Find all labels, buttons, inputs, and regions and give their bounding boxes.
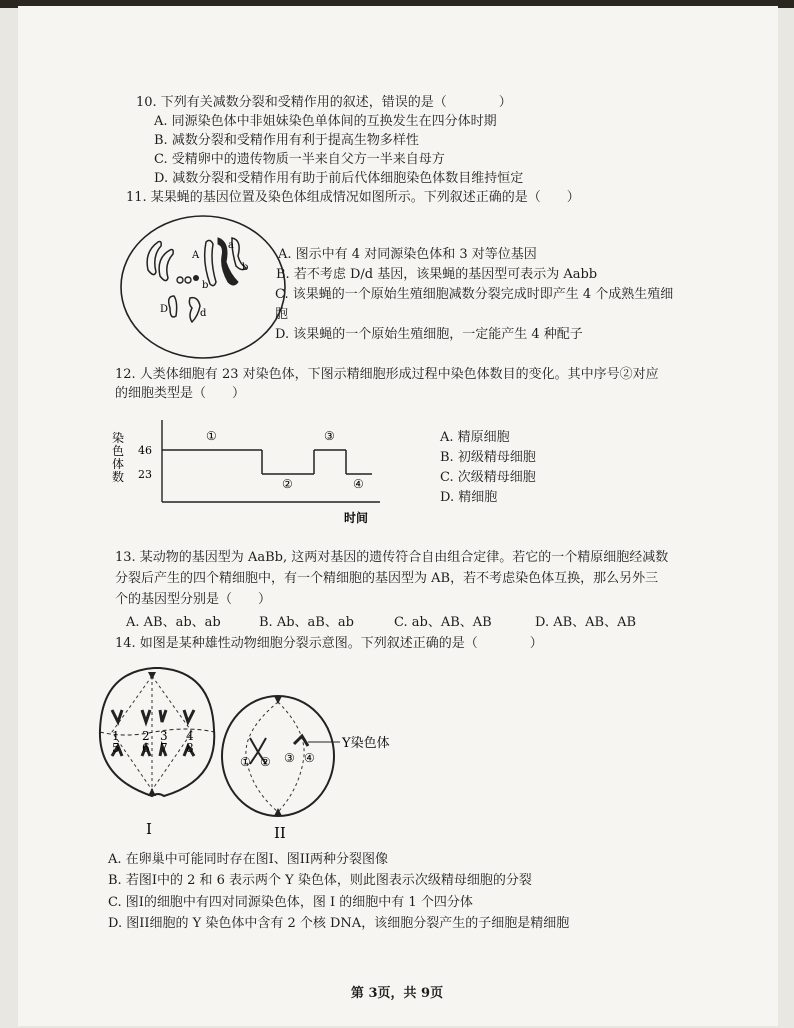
y-chromosome-label: Y染色体 (342, 736, 390, 751)
stage-label-3: ③ (324, 429, 335, 443)
dot-chromosome (185, 277, 191, 283)
q14-option-a: A. 在卵巢中可能同时存在图I、图II两种分裂图像 (108, 852, 389, 867)
q14-option-c: C. 图I的细胞中有四对同源染色体，图 I 的细胞中有 1 个四分体 (108, 895, 473, 910)
page-footer: 第 3页，共 9页 (350, 986, 444, 1001)
q12-option-a: A. 精原细胞 (440, 430, 510, 445)
fig2-number: ① (240, 755, 251, 769)
fig2-number: ③ (284, 751, 295, 765)
stage-label-2: ② (282, 477, 293, 491)
dot-chromosome (177, 277, 183, 283)
q14-figures (94, 660, 434, 840)
fig2-caption: II (274, 824, 286, 840)
q14-option-d: D. 图II细胞的 Y 染色体中含有 2 个核 DNA，该细胞分裂产生的子细胞是精细胞 (108, 916, 570, 931)
chromosome-count-chart (104, 416, 394, 528)
q13-stem-line1: 13. 某动物的基因型为 AaBb, 这两对基因的遗传符合自由组合定律。若它的一个精原细胞经减数 (115, 550, 669, 565)
chromosome (205, 240, 216, 285)
q14-stem: 14. 如图是某种雄性动物细胞分裂示意图。下列叙述正确的是（ ） (115, 636, 543, 651)
q11-option-d: D. 该果蝇的一个原始生殖细胞，一定能产生 4 种配子 (275, 327, 583, 342)
q11-option-c: C. 该果蝇的一个原始生殖细胞减数分裂完成时即产生 4 个成熟生殖细 (275, 287, 674, 302)
gene-label: b (202, 280, 209, 291)
q12-option-d: D. 精细胞 (440, 490, 498, 505)
x-axis-label: 时间 (344, 511, 369, 525)
fig2-number: ④ (304, 751, 315, 765)
q10-stem: 10. 下列有关减数分裂和受精作用的叙述，错误的是（ ） (136, 95, 512, 110)
y-tick-46: 46 (138, 444, 152, 457)
q13-option-d: D. AB、AB、AB (535, 615, 637, 630)
q10-option-d: D. 减数分裂和受精作用有助于前后代体细胞染色体数目维持恒定 (154, 171, 524, 186)
q13-stem-line3: 个的基因型分别是（ ） (115, 592, 272, 607)
q12-option-b: B. 初级精母细胞 (440, 450, 536, 465)
q13-option-b: B. Ab、aB、ab (259, 615, 354, 630)
fig1-number: 3 (160, 729, 168, 743)
fig2-number: ② (260, 755, 271, 769)
fig1-number: 6 (142, 741, 150, 755)
q12-option-c: C. 次级精母细胞 (440, 470, 536, 485)
stage-label-1: ① (206, 429, 217, 443)
q11-option-b: B. 若不考虑 D/d 基因，该果蝇的基因型可表示为 Aabb (276, 267, 598, 282)
fig1-number: 4 (186, 729, 194, 743)
gene-label: D (160, 304, 169, 315)
chromosome (159, 250, 173, 281)
q13-option-a: A. AB、ab、ab (126, 615, 221, 630)
y-axis-label: 染色体数 (112, 431, 125, 484)
q10-option-b: B. 减数分裂和受精作用有利于提高生物多样性 (154, 133, 419, 148)
chromosome (189, 298, 200, 322)
q11-option-c-cont: 胞 (275, 307, 289, 322)
fig1-number: 2 (142, 729, 150, 743)
q12-stem-line2: 的细胞类型是（ ） (115, 386, 246, 401)
q13-stem-line2: 分裂后产生的四个精细胞中，有一个精细胞的基因型为 AB，若不考虑染色体互换，那么另外三 (115, 571, 659, 586)
fig1-number: 1 (112, 729, 120, 743)
gene-label: A (192, 250, 200, 261)
gene-label: a (228, 240, 234, 251)
q10-option-c: C. 受精卵中的遗传物质一半来自父方一半来自母方 (154, 152, 445, 167)
q10-option-a: A. 同源染色体中非姐妹染色单体间的互换发生在四分体时期 (154, 114, 497, 129)
gene-label: d (200, 308, 207, 319)
fig1-number: 7 (160, 741, 168, 755)
q11-cell-figure (118, 212, 288, 362)
q13-option-c: C. ab、AB、AB (394, 615, 492, 630)
gene-label: b (242, 262, 249, 273)
chromosome (169, 296, 177, 317)
q11-option-a: A. 图示中有 4 对同源染色体和 3 对等位基因 (278, 247, 537, 262)
q11-stem: 11. 某果蝇的基因位置及染色体组成情况如图所示。下列叙述正确的是（ ） (126, 190, 580, 205)
q12-stem-line1: 12. 人类体细胞有 23 对染色体，下图示精细胞形成过程中染色体数目的变化。其中序号②对应 (115, 367, 659, 382)
fig1-number: 8 (186, 741, 194, 755)
fig1-number: 5 (112, 741, 120, 755)
y-tick-23: 23 (138, 468, 152, 481)
q14-option-b: B. 若图I中的 2 和 6 表示两个 Y 染色体，则此图表示次级精母细胞的分裂 (108, 873, 532, 888)
dot-chromosome (193, 275, 199, 281)
fig1-caption: I (146, 820, 152, 838)
stage-label-4: ④ (353, 477, 364, 491)
